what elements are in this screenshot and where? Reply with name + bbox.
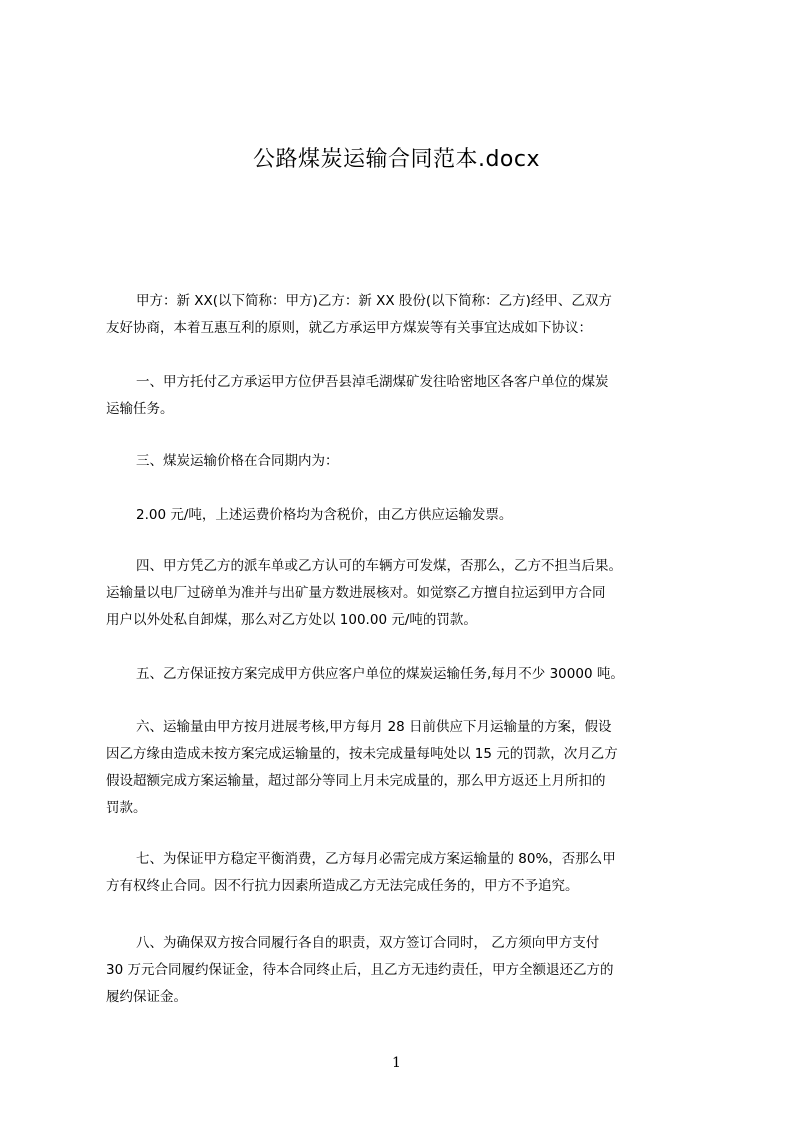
paragraph-parties bbox=[106, 288, 706, 342]
paragraph-line: 用户以外处私自卸煤，那么对乙方处以 100.00 元/吨的罚款。 bbox=[106, 612, 477, 628]
paragraph-line: 假设超额完成方案运输量，超过部分等同上月未完成量的，那么甲方返还上月所扣的 bbox=[106, 773, 606, 789]
paragraph-clause-4 bbox=[106, 553, 706, 634]
paragraph-clause-1 bbox=[106, 369, 706, 423]
page-number: 1 bbox=[392, 1055, 401, 1071]
paragraph-clause-5 bbox=[106, 661, 706, 688]
paragraph-line: 友好协商，本着互惠互利的原则，就乙方承运甲方煤炭等有关事宜达成如下协议： bbox=[106, 320, 592, 336]
paragraph-line: 运输任务。 bbox=[106, 401, 174, 417]
paragraph-line: 四、甲方凭乙方的派车单或乙方认可的车辆方可发煤，否那么，乙方不担当后果。 bbox=[136, 558, 622, 574]
paragraph-line: 30 万元合同履约保证金，待本合同终止后，且乙方无违约责任，甲方全额退还乙方的 bbox=[106, 962, 614, 978]
paragraph-clause-6 bbox=[106, 714, 706, 822]
paragraph-price bbox=[106, 502, 706, 529]
paragraph-line: 履约保证金。 bbox=[106, 989, 187, 1005]
paragraph-line: 六、运输量由甲方按月进展考核,甲方每月 28 日前供应下月运输量的方案，假设 bbox=[136, 719, 612, 735]
paragraph-clause-8 bbox=[106, 930, 706, 1011]
paragraph-line: 罚款。 bbox=[106, 800, 147, 816]
paragraph-clause-3 bbox=[106, 448, 706, 475]
paragraph-line: 甲方：新 XX(以下简称：甲方)乙方：新 XX 股份(以下简称：乙方)经甲、乙双方 bbox=[136, 293, 612, 309]
paragraph-line: 一、甲方托付乙方承运甲方位伊吾县淖毛湖煤矿发往哈密地区各客户单位的煤炭 bbox=[136, 374, 609, 390]
paragraph-line: 七、为保证甲方稳定平衡消费，乙方每月必需完成方案运输量的 80%，否那么甲 bbox=[136, 851, 616, 867]
document-title: 公路煤炭运输合同范本.docx bbox=[252, 147, 541, 172]
paragraph-line: 因乙方缘由造成未按方案完成运输量的，按未完成量每吨处以 15 元的罚款，次月乙方 bbox=[106, 746, 618, 762]
paragraph-line: 五、乙方保证按方案完成甲方供应客户单位的煤炭运输任务,每月不少 30000 吨。 bbox=[136, 666, 624, 682]
paragraph-line: 方有权终止合同。因不行抗力因素所造成乙方无法完成任务的，甲方不予追究。 bbox=[106, 878, 579, 894]
paragraph-line: 运输量以电厂过磅单为准并与出矿量方数进展核对。如觉察乙方擅自拉运到甲方合同 bbox=[106, 585, 606, 601]
paragraph-line: 2.00 元/吨，上述运费价格均为含税价，由乙方供应运输发票。 bbox=[136, 507, 513, 523]
paragraph-clause-7 bbox=[106, 846, 706, 900]
paragraph-line: 八、为确保双方按合同履行各自的职责，双方签订合同时， 乙方须向甲方支付 bbox=[136, 935, 600, 951]
paragraph-line: 三、煤炭运输价格在合同期内为： bbox=[136, 453, 339, 469]
